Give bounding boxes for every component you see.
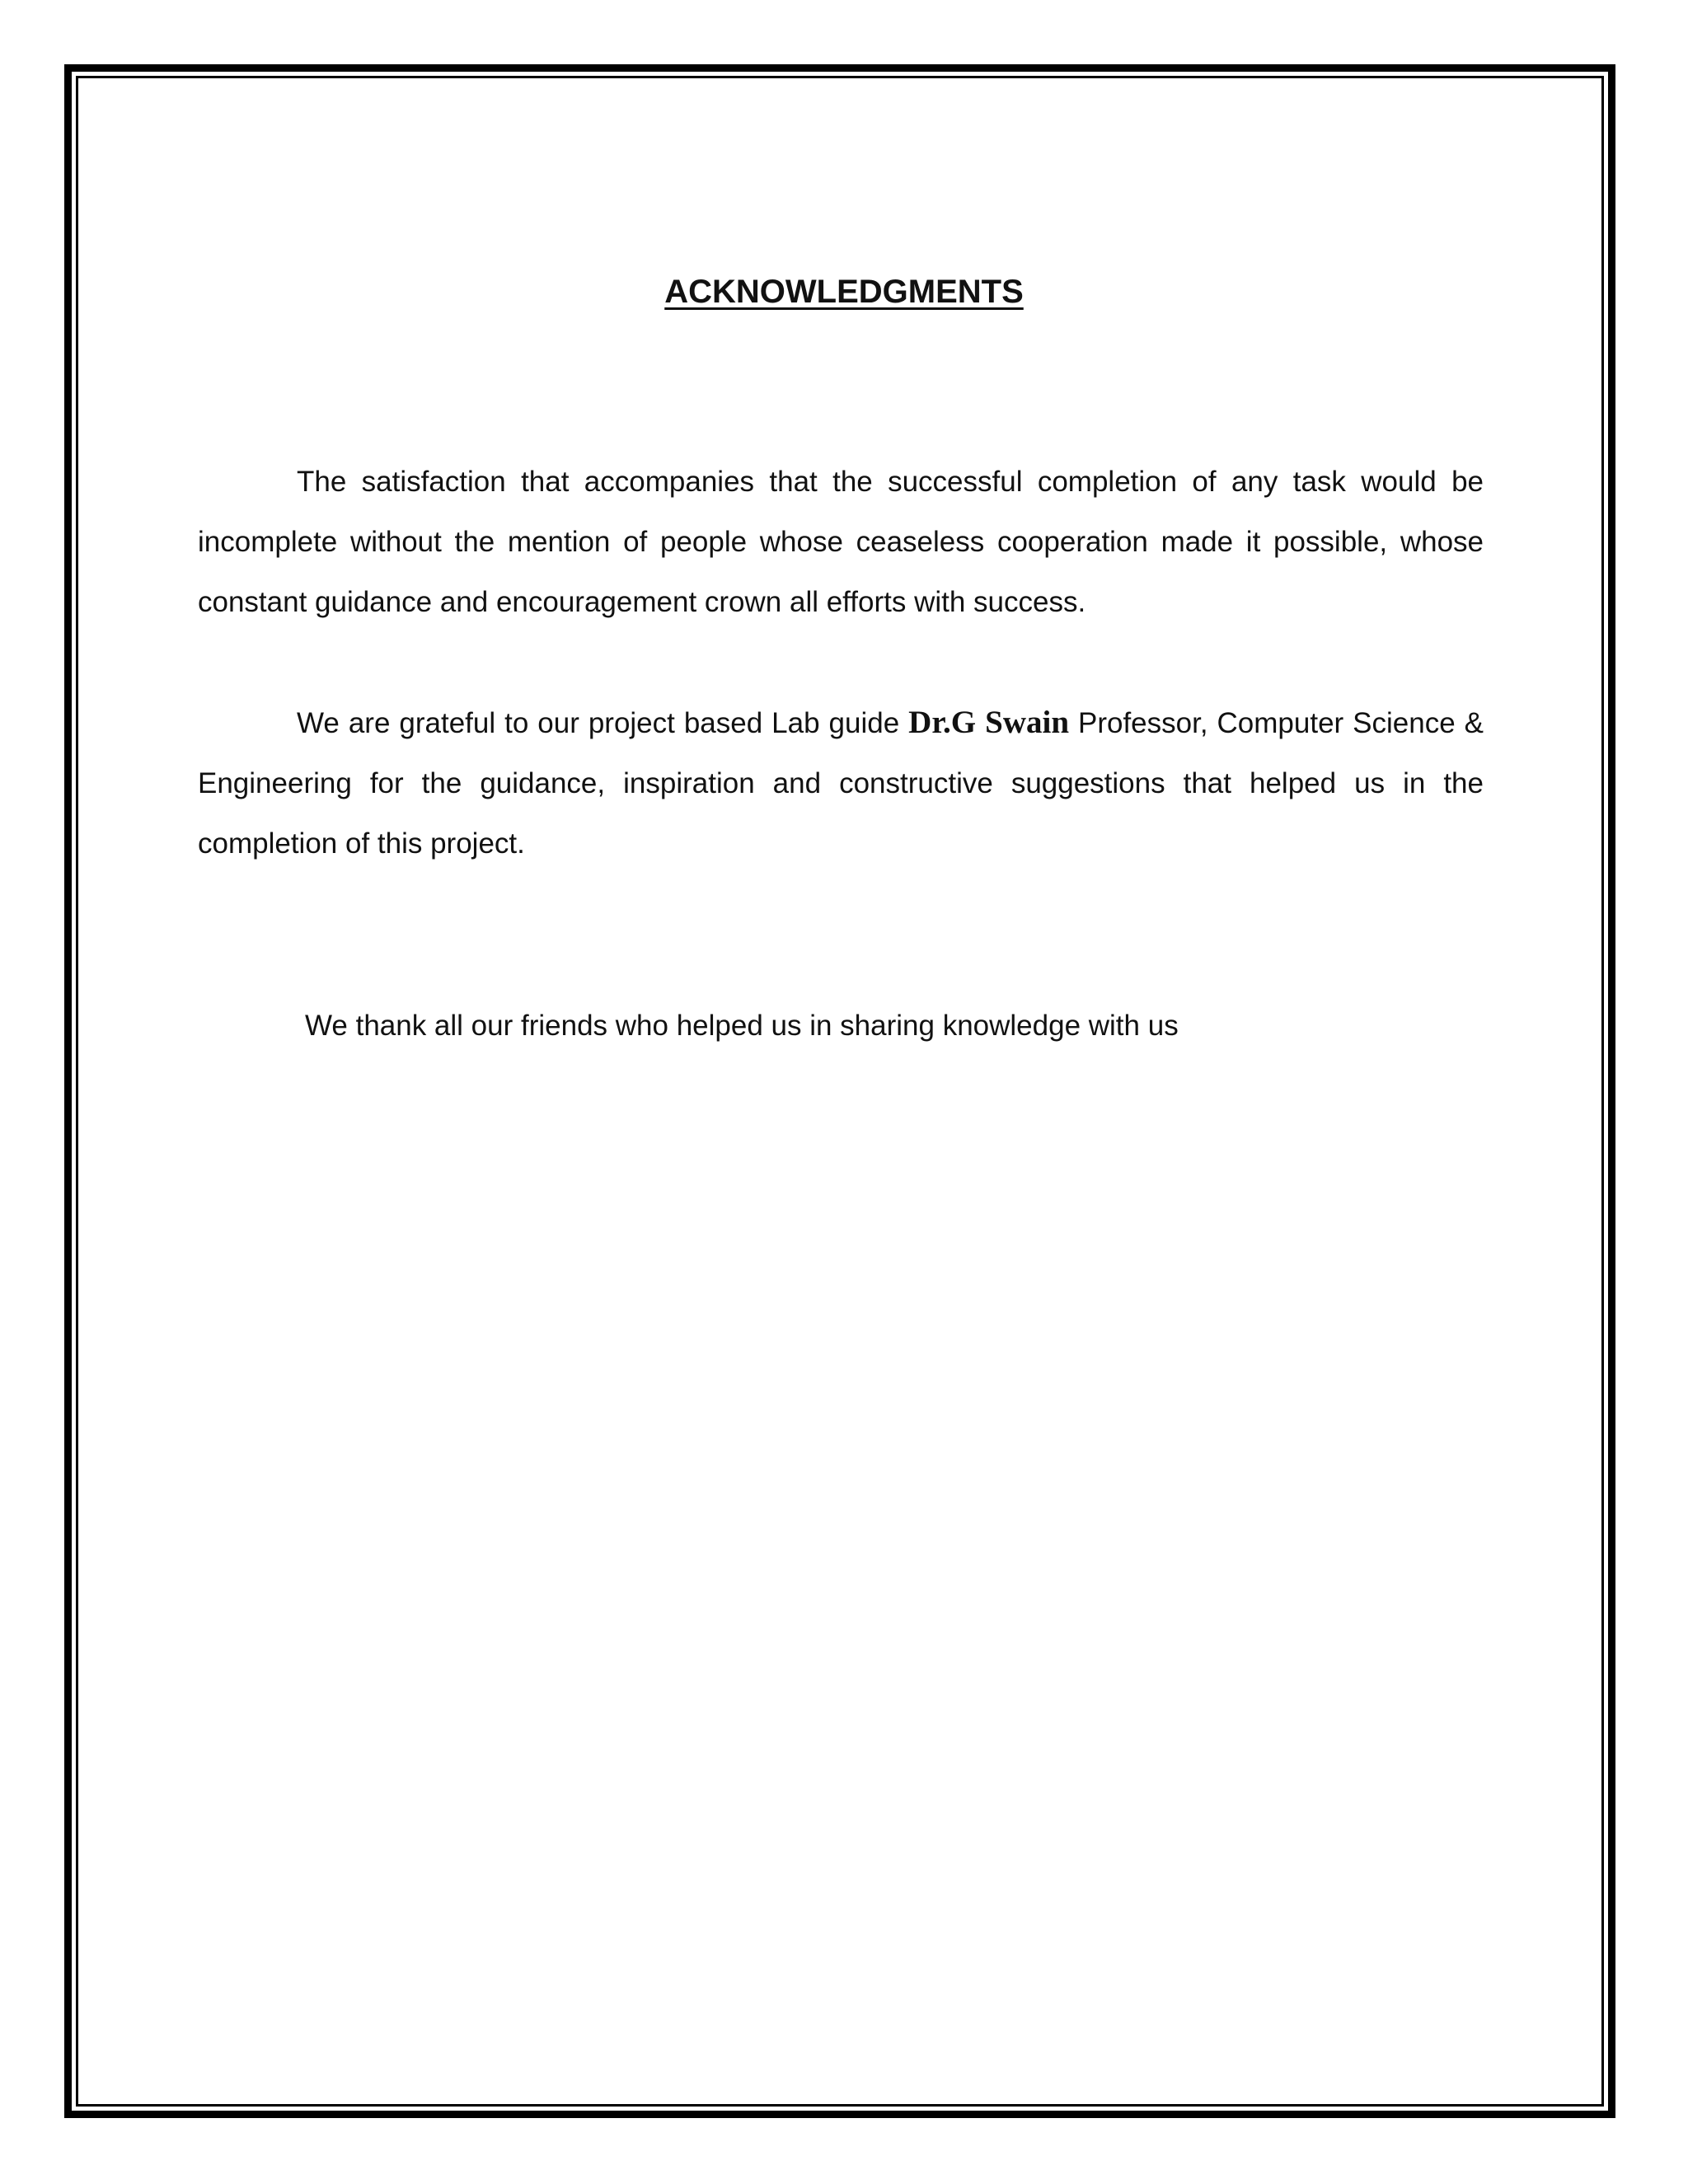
paragraph-thanks-friends: We thank all our friends who helped us in sharing knowledge with us: [305, 1010, 1179, 1042]
paragraph-satisfaction: The satisfaction that accompanies that the successful completion of any task would be incomplete without the mention of people whose ceaseless cooperation made it possible, whose constant guidance and encouragement crown all efforts with success.: [198, 466, 1484, 618]
paragraph-text-after-guide: Professor, Computer Science & Engineering for the guidance, inspiration and constructive suggestions that helped us in the completion of this project.: [198, 707, 1484, 860]
paragraph-gratitude-guide: [198, 692, 1484, 874]
guide-name: Dr.G Swain: [908, 705, 1070, 740]
title-text: ACKNOWLEDGMENTS: [664, 274, 1024, 310]
page-border-inner: [76, 76, 1604, 2107]
paragraph-text-before-guide: We are grateful to our project based Lab guide: [297, 707, 909, 739]
page-title: [0, 269, 1688, 315]
